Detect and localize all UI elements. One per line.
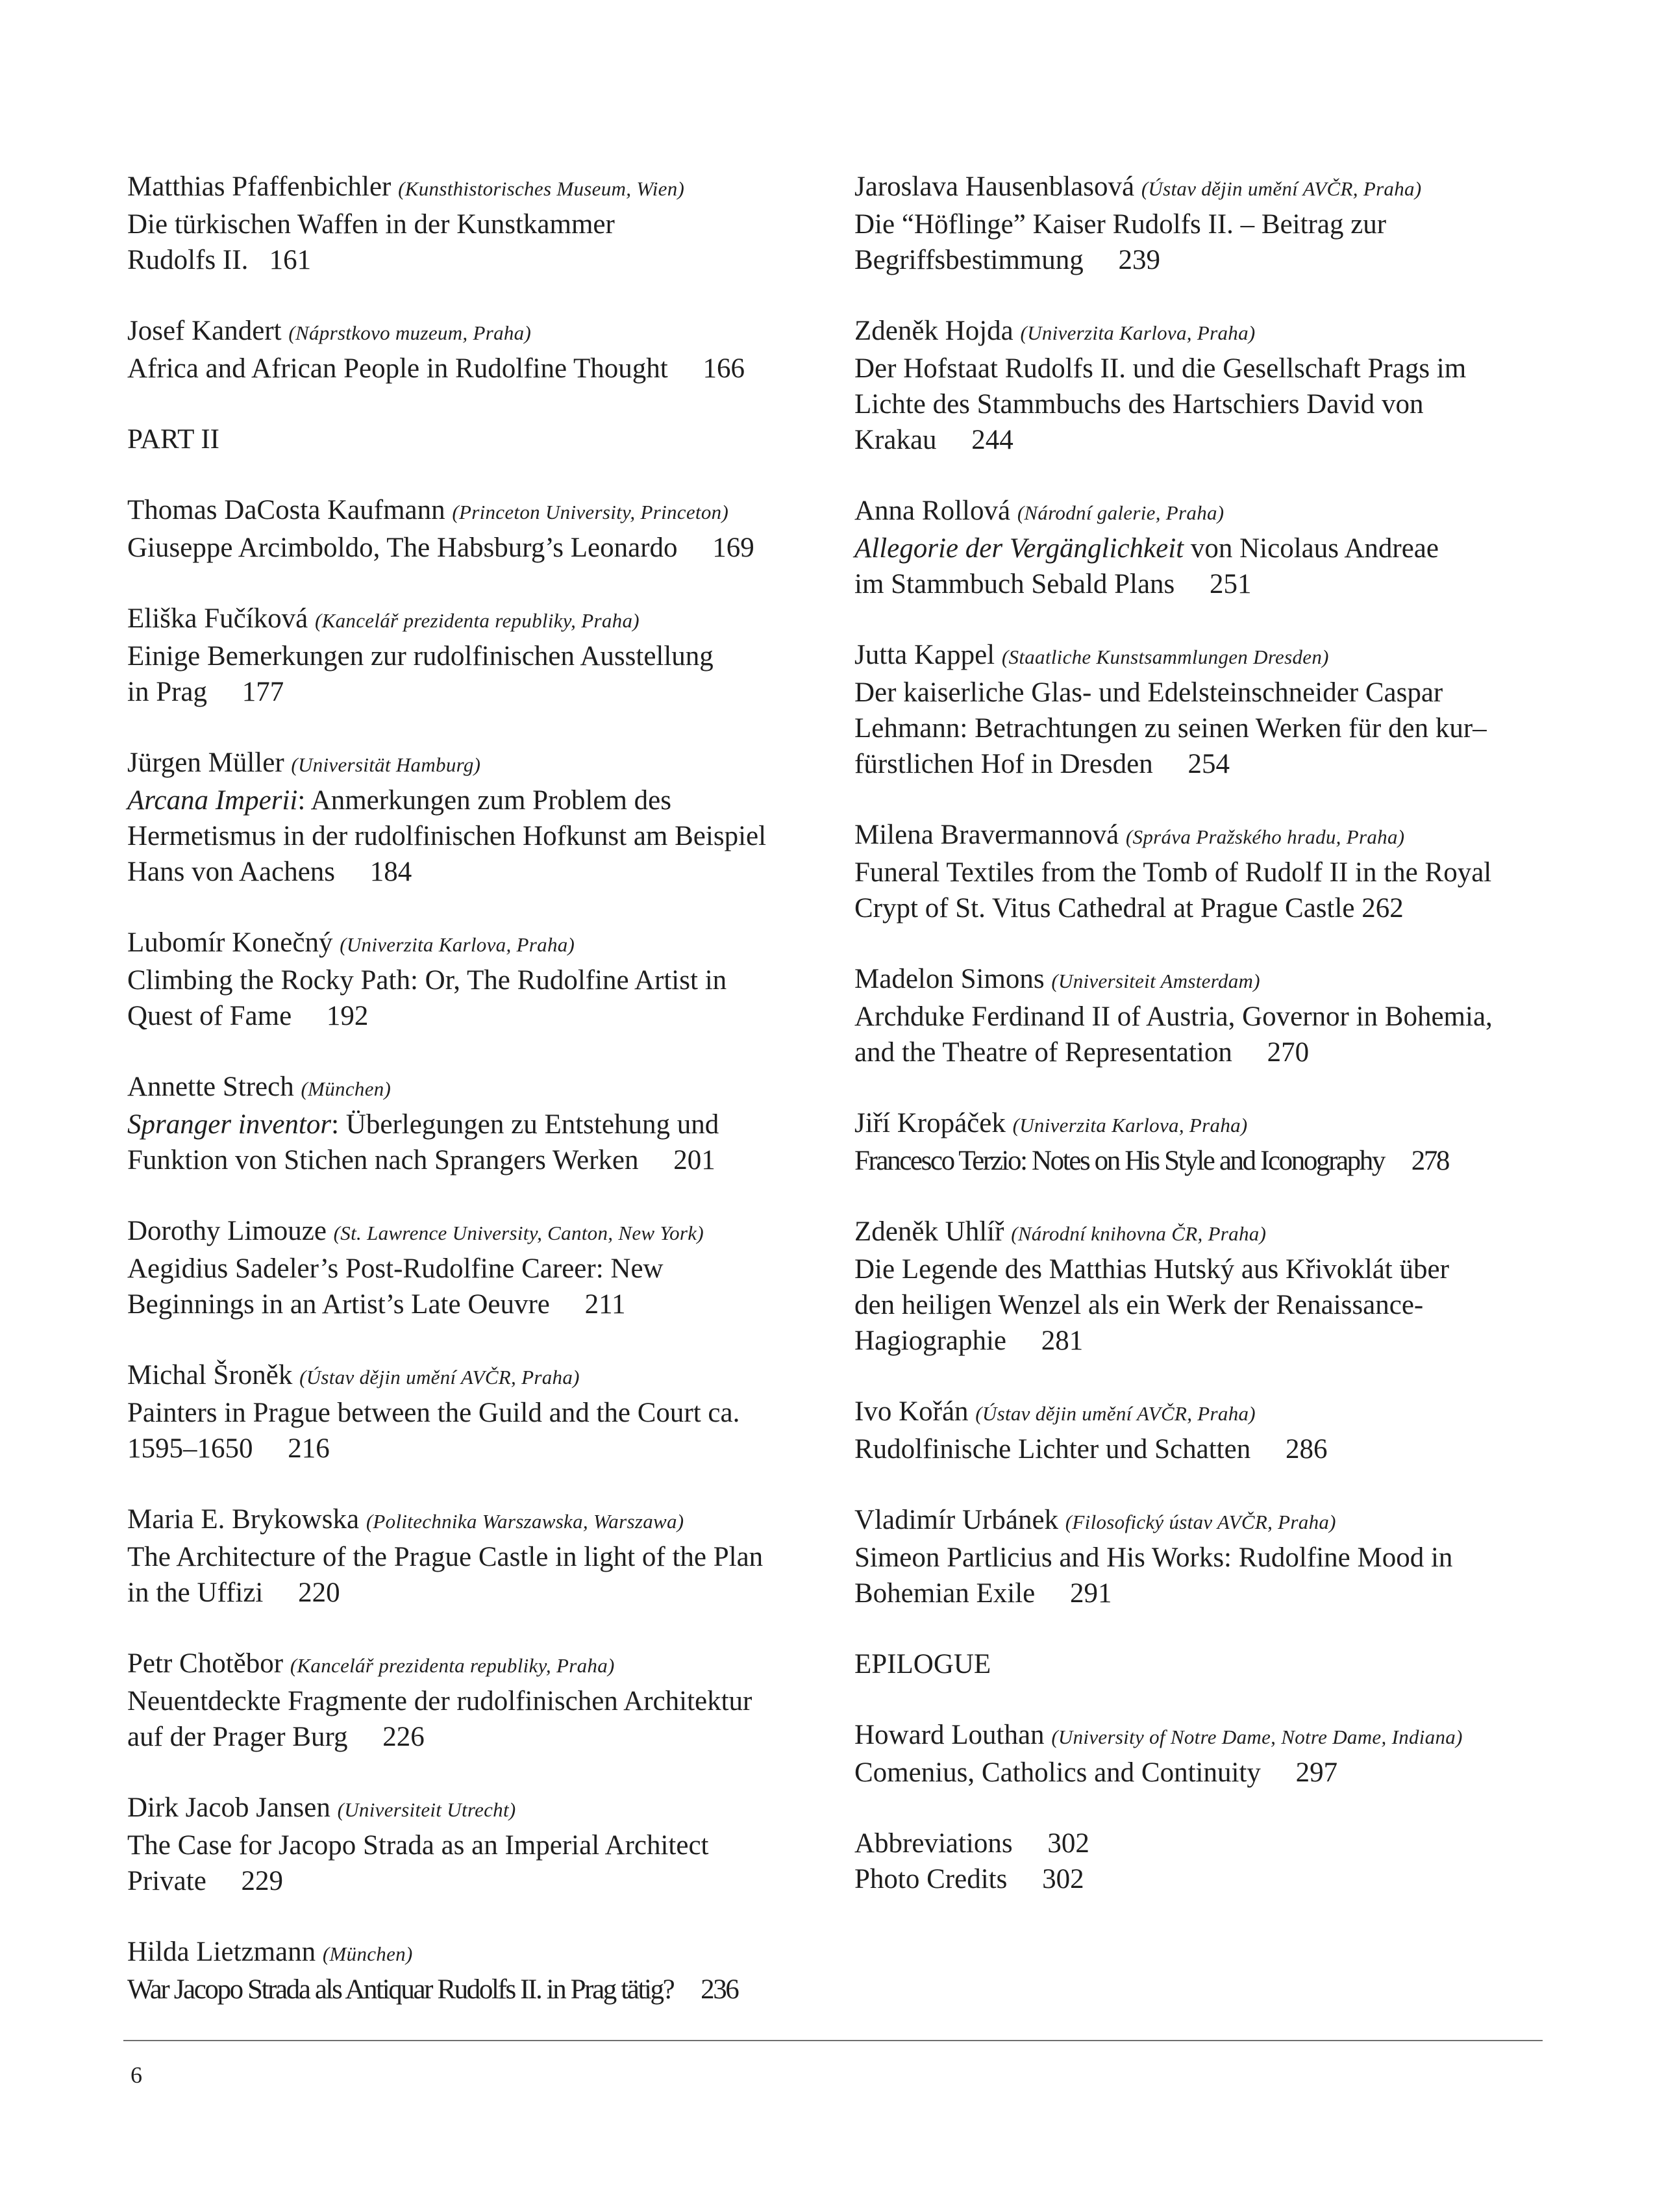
author-name: Eliška Fučíková: [127, 603, 308, 634]
entry-title-text: Krakau 244: [854, 425, 1013, 455]
entry-title-line: [854, 1757, 1337, 1788]
entry-title-text: Die türkischen Waffen in der Kunstkammer: [127, 209, 615, 240]
entry-title-line: [854, 533, 1439, 564]
entry-title-line: [127, 641, 714, 672]
entry-title-text: auf der Prager Burg 226: [127, 1722, 425, 1752]
entry-title-line: [854, 1542, 1452, 1573]
toc-entry-eliska-fucikova: [127, 601, 861, 710]
entry-author-line: [127, 1792, 516, 1823]
author-affiliation: (Národní knihovna ČR, Praha): [1011, 1222, 1267, 1245]
entry-title-line: [127, 245, 311, 275]
entry-title-line: [127, 1830, 708, 1861]
entry-title-line: [854, 425, 1013, 455]
toc-entry-zdenek-hojda: [854, 313, 1588, 458]
entry-author-line: [854, 1396, 1256, 1427]
author-affiliation: (University of Notre Dame, Notre Dame, Indiana): [1051, 1726, 1463, 1748]
entry-title-text: Der Hofstaat Rudolfs II. und die Gesellschaft Prags im: [854, 353, 1467, 384]
toc-entry-maria-e-brykowska: [127, 1502, 861, 1611]
entry-title-text: Neuentdeckte Fragmente der rudolfinischen Architektur: [127, 1686, 752, 1716]
author-name: Vladimír Urbánek: [854, 1505, 1059, 1535]
entry-author-line: [127, 1504, 684, 1535]
toc-entry-howard-louthan: [854, 1717, 1588, 1791]
author-name: Anna Rollová: [854, 496, 1011, 526]
entry-title-line: [127, 1398, 740, 1428]
author-affiliation: (St. Lawrence University, Canton, New York): [333, 1222, 704, 1244]
entry-title-text: Hermetismus in der rudolfinischen Hofkunst am Beispiel: [127, 821, 767, 851]
entry-title-line: [127, 785, 671, 816]
toc-left-column: [127, 169, 861, 2007]
author-affiliation: (Kancelář prezidenta republiky, Praha): [315, 609, 640, 632]
entry-title-line: [127, 677, 284, 707]
author-affiliation: (Universiteit Utrecht): [337, 1798, 516, 1821]
entry-author-line: [127, 316, 531, 346]
entry-title-text: Simeon Partlicius and His Works: Rudolfine Mood in: [854, 1542, 1453, 1573]
toc-entry-josef-kandert: [127, 313, 861, 386]
author-name: Jiří Kropáček: [854, 1108, 1006, 1138]
toc-entry-michal-sronek: [127, 1357, 861, 1466]
entry-title-line: [854, 857, 1491, 888]
entry-title-text: : Überlegungen zu Entstehung und: [331, 1109, 719, 1140]
author-name: Ivo Kořán: [854, 1396, 969, 1427]
entry-title-text: von Nicolaus Andreae: [1184, 533, 1439, 564]
entry-title-line: [127, 821, 766, 851]
entry-author-line: [127, 1937, 413, 1967]
entry-title-line: [854, 1254, 1449, 1285]
toc-entry-petr-chotebor: [127, 1646, 861, 1755]
author-affiliation: (Správa Pražského hradu, Praha): [1125, 825, 1405, 848]
entry-title-text: Die “Höflinge” Kaiser Rudolfs II. – Beitrag zur: [854, 209, 1387, 240]
author-name: Dorothy Limouze: [127, 1216, 327, 1246]
author-affiliation: (Národní galerie, Praha): [1017, 501, 1225, 524]
entry-title-text: Quest of Fame 192: [127, 1001, 369, 1031]
entry-title-line: [854, 353, 1466, 384]
entry-title-text: Climbing the Rocky Path: Or, The Rudolfine Artist in: [127, 965, 727, 996]
author-name: Lubomír Konečný: [127, 927, 333, 958]
entry-title-line: [127, 1253, 664, 1284]
author-affiliation: (Univerzita Karlova, Praha): [1012, 1114, 1248, 1137]
entry-title-line: [854, 713, 1487, 744]
entry-title-line: [127, 857, 412, 887]
author-name: Thomas DaCosta Kaufmann: [127, 495, 445, 525]
toc-entry-jaroslava-hausenblasova: [854, 169, 1588, 278]
toc-entry-anna-rollova: [854, 493, 1588, 602]
entry-title-line: [854, 1001, 1493, 1032]
author-name: Maria E. Brykowska: [127, 1504, 360, 1535]
entry-title-text: fürstlichen Hof in Dresden 254: [854, 749, 1230, 779]
author-affiliation: (Ústav dějin umění AVČR, Praha): [975, 1402, 1256, 1425]
entry-title-text: den heiligen Wenzel als ein Werk der Renaissance-: [854, 1290, 1424, 1320]
entry-title-line: [127, 1577, 340, 1608]
entry-title-italic: Allegorie der Vergänglichkeit: [854, 533, 1184, 564]
toc-heading-epilogue: EPILOGUE: [854, 1649, 991, 1679]
entry-title-text: The Case for Jacopo Strada as an Imperial Architect: [127, 1830, 709, 1861]
author-affiliation: (Princeton University, Princeton): [452, 501, 729, 523]
entry-title-text: 1595–1650 216: [127, 1433, 330, 1464]
author-affiliation: (Ústav dějin umění AVČR, Praha): [1141, 177, 1422, 200]
author-name: Matthias Pfaffenbichler: [127, 171, 392, 202]
author-name: Petr Chotěbor: [127, 1648, 284, 1679]
author-affiliation: (Universiteit Amsterdam): [1051, 970, 1260, 992]
entry-author-line: [854, 640, 1329, 670]
toc-entry-jiri-kropacek: [854, 1105, 1588, 1179]
entry-author-line: [854, 964, 1260, 994]
author-name: Dirk Jacob Jansen: [127, 1792, 330, 1823]
entry-title-text: The Architecture of the Prague Castle in light of the Plan: [127, 1542, 764, 1572]
entry-author-line: [854, 316, 1256, 346]
entry-author-line: [854, 1720, 1463, 1750]
entry-title-text: Einige Bemerkungen zur rudolfinischen Ausstellung: [127, 641, 714, 672]
entry-title-text: Private 229: [127, 1866, 284, 1896]
entry-author-line: [127, 1648, 615, 1679]
entry-author-line: [854, 1108, 1248, 1138]
author-affiliation: (Filosofický ústav AVČR, Praha): [1065, 1511, 1336, 1533]
entry-title-line: [854, 569, 1252, 599]
toc-entry-ivo-koran: [854, 1394, 1588, 1467]
author-affiliation: (München): [301, 1077, 392, 1100]
toc-entry-hilda-lietzmann: [127, 1934, 861, 2007]
entry-title-text: Hans von Aachens 184: [127, 857, 412, 887]
author-name: Madelon Simons: [854, 964, 1045, 994]
entry-title-text: Lichte des Stammbuchs des Hartschiers David von: [854, 389, 1424, 420]
entry-title-line: [854, 1434, 1327, 1464]
author-affiliation: (Universität Hamburg): [291, 753, 481, 776]
entry-title-text: Der kaiserliche Glas- und Edelsteinschneider Caspar: [854, 677, 1443, 708]
entry-title-text: Rudolfinische Lichter und Schatten 286: [854, 1434, 1328, 1464]
entry-title-line: [127, 1145, 715, 1175]
entry-author-line: [854, 1505, 1336, 1535]
entry-title-text: Bohemian Exile 291: [854, 1578, 1112, 1609]
toc-entry-matthias-pfaffenbichler: [127, 169, 861, 278]
toc-entry-jurgen-muller: [127, 745, 861, 890]
entry-title-text: in Prag 177: [127, 677, 284, 707]
toc-entry-vladimir-urbanek: [854, 1502, 1588, 1611]
entry-title-line: [127, 353, 745, 384]
entry-title-italic: Spranger inventor: [127, 1109, 332, 1140]
author-name: Zdeněk Hojda: [854, 316, 1013, 346]
entry-title-line: [854, 677, 1443, 708]
entry-author-line: [127, 171, 684, 202]
entry-title-text: Aegidius Sadeler’s Post-Rudolfine Career: New: [127, 1253, 664, 1284]
entry-title-text: Funktion von Stichen nach Sprangers Werken 201: [127, 1145, 715, 1175]
entry-title-text: Die Legende des Matthias Hutský aus Křivoklát über: [854, 1254, 1449, 1285]
entry-title-text: Comenius, Catholics and Continuity 297: [854, 1757, 1338, 1788]
entry-title-line: [127, 1866, 283, 1896]
entry-title-line: [854, 209, 1386, 240]
entry-author-line: [854, 820, 1404, 850]
entry-title-line: [854, 1326, 1083, 1356]
entry-title-text: Hagiographie 281: [854, 1326, 1084, 1356]
author-name: Milena Bravermannová: [854, 820, 1119, 850]
footer-divider: [123, 2040, 1543, 2041]
author-affiliation: (Kancelář prezidenta republiky, Praha): [290, 1654, 615, 1677]
entry-title-text: Crypt of St. Vitus Cathedral at Prague Castle 262: [854, 893, 1404, 924]
author-affiliation: (Univerzita Karlova, Praha): [1020, 321, 1256, 344]
entry-title-line: [854, 1037, 1309, 1068]
entry-title-line: [127, 533, 754, 563]
entry-title-line: [854, 389, 1424, 420]
entry-title-line: [127, 1109, 719, 1140]
entry-author-line: [854, 496, 1224, 526]
author-name: Zdeněk Uhlíř: [854, 1216, 1004, 1247]
author-affiliation: (Univerzita Karlova, Praha): [340, 933, 575, 956]
entry-author-line: [127, 1360, 580, 1390]
entry-title-text: Archduke Ferdinand II of Austria, Governor in Bohemia,: [854, 1001, 1493, 1032]
entry-title-text: Rudolfs II. 161: [127, 245, 312, 275]
entry-title-line: [854, 1146, 1448, 1176]
entry-title-line: [854, 893, 1404, 924]
entry-title-italic: Arcana Imperii: [127, 785, 298, 816]
toc-entry-lubomir-konecny: [127, 925, 861, 1034]
toc-heading-part-ii: PART II: [127, 424, 219, 455]
author-affiliation: (Ústav dějin umění AVČR, Praha): [299, 1366, 580, 1389]
entry-title-text: War Jacopo Strada als Antiquar Rudolfs II. in Prag tätig? 236: [127, 1974, 738, 2005]
toc-entry-zdenek-uhlir: [854, 1214, 1588, 1359]
toc-right-column: [854, 169, 1588, 1897]
entry-title-text: : Anmerkungen zum Problem des: [297, 785, 671, 816]
toc-entry-dirk-jacob-jansen: [127, 1790, 861, 1899]
entry-title-line: [127, 1289, 626, 1320]
author-affiliation: (Náprstkovo muzeum, Praha): [288, 321, 532, 344]
entry-title-text: im Stammbuch Sebald Plans 251: [854, 569, 1252, 599]
author-affiliation: (Kunsthistorisches Museum, Wien): [398, 177, 685, 200]
author-name: Hilda Lietzmann: [127, 1937, 316, 1967]
author-name: Howard Louthan: [854, 1720, 1045, 1750]
toc-entry-milena-bravermannova: [854, 817, 1588, 926]
entry-author-line: [854, 171, 1421, 202]
page-number: 6: [131, 2062, 142, 2088]
entry-title-text: Africa and African People in Rudolfine Thought 166: [127, 353, 745, 384]
entry-title-text: Begriffsbestimmung 239: [854, 245, 1160, 275]
entry-title-text: Giuseppe Arcimboldo, The Habsburg’s Leonardo 169: [127, 533, 754, 563]
entry-author-line: [127, 927, 575, 958]
toc-entry-dorothy-limouze: [127, 1213, 861, 1322]
entry-title-line: [127, 1974, 738, 2005]
author-affiliation: (München): [322, 1942, 413, 1965]
entry-title-text: Funeral Textiles from the Tomb of Rudolf II in the Royal: [854, 857, 1492, 888]
toc-heading-abbreviations: Abbreviations 302: [854, 1828, 1089, 1859]
author-name: Michal Šroněk: [127, 1360, 293, 1390]
author-name: Jaroslava Hausenblasová: [854, 171, 1135, 202]
entry-title-line: [127, 965, 727, 996]
toc-entry-thomas-dacosta-kaufmann: [127, 492, 861, 566]
author-name: Josef Kandert: [127, 316, 282, 346]
entry-author-line: [854, 1216, 1266, 1247]
toc-entry-jutta-kappel: [854, 637, 1588, 782]
entry-title-line: [127, 1433, 330, 1464]
toc-entry-madelon-simons: [854, 961, 1588, 1070]
entry-title-line: [127, 1001, 368, 1031]
entry-title-line: [854, 1290, 1423, 1320]
entry-title-line: [127, 209, 615, 240]
entry-author-line: [127, 495, 728, 525]
entry-author-line: [127, 748, 480, 778]
entry-title-text: Lehmann: Betrachtungen zu seinen Werken für den kur–: [854, 713, 1487, 744]
author-name: Jürgen Müller: [127, 748, 284, 778]
entry-title-line: [127, 1722, 425, 1752]
entry-title-line: [127, 1542, 763, 1572]
entry-title-line: [854, 1578, 1112, 1609]
entry-title-line: [127, 1686, 752, 1716]
author-name: Annette Strech: [127, 1072, 294, 1102]
author-affiliation: (Staatliche Kunstsammlungen Dresden): [1001, 646, 1329, 668]
entry-title-text: in the Uffizi 220: [127, 1577, 340, 1608]
entry-title-text: Beginnings in an Artist’s Late Oeuvre 211: [127, 1289, 626, 1320]
entry-author-line: [127, 1072, 391, 1102]
entry-title-line: [854, 245, 1160, 275]
entry-author-line: [127, 603, 640, 634]
author-name: Jutta Kappel: [854, 640, 995, 670]
entry-author-line: [127, 1216, 704, 1246]
toc-entry-annette-strech: [127, 1069, 861, 1178]
entry-title-text: Francesco Terzio: Notes on His Style and Iconography 278: [854, 1146, 1449, 1176]
author-affiliation: (Politechnika Warszawska, Warszawa): [366, 1510, 684, 1533]
toc-heading-photo-credits: Photo Credits 302: [854, 1864, 1084, 1894]
entry-title-line: [854, 749, 1230, 779]
entry-title-text: and the Theatre of Representation 270: [854, 1037, 1310, 1068]
entry-title-text: Painters in Prague between the Guild and the Court ca.: [127, 1398, 740, 1428]
